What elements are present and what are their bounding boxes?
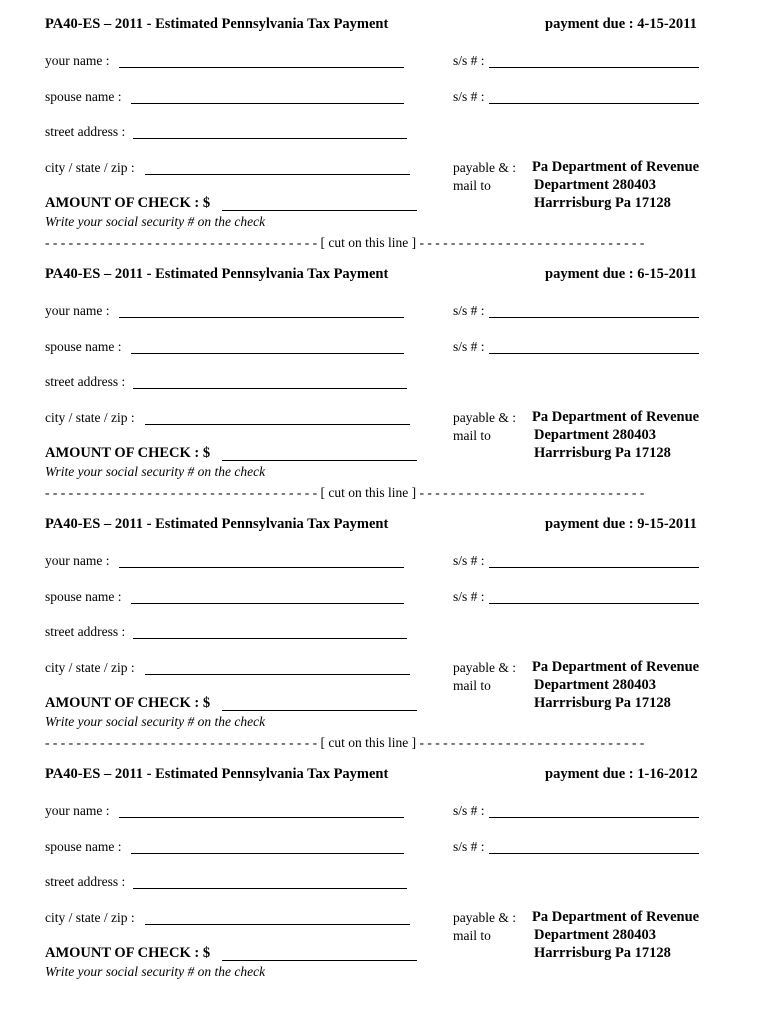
- form-title: PA40-ES – 2011 - Estimated Pennsylvania Tax Payment: [45, 266, 389, 282]
- ssn-field[interactable]: [489, 567, 699, 568]
- amount-of-check-label: AMOUNT OF CHECK : $: [45, 945, 211, 961]
- amount-of-check-label: AMOUNT OF CHECK : $: [45, 695, 211, 711]
- ssn-label: s/s # :: [453, 53, 485, 68]
- form-title: PA40-ES – 2011 - Estimated Pennsylvania Tax Payment: [45, 766, 389, 782]
- street-address-field[interactable]: [133, 138, 407, 139]
- city-state-zip-field[interactable]: [145, 674, 410, 675]
- payee-line-1: Pa Department of Revenue: [532, 909, 700, 925]
- payment-coupon-3: [0, 500, 770, 750]
- payable-label: payable & :: [453, 160, 516, 175]
- payee-line-3: Harrrisburg Pa 17128: [534, 195, 671, 211]
- city-state-zip-label: city / state / zip :: [45, 160, 135, 175]
- your-name-label: your name :: [45, 803, 110, 818]
- your-name-field[interactable]: [119, 817, 404, 818]
- ssn-on-check-note: Write your social security # on the check: [45, 214, 266, 229]
- payee-line-1: Pa Department of Revenue: [532, 409, 700, 425]
- mail-to-label: mail to: [453, 928, 491, 943]
- spouse-ssn-label: s/s # :: [453, 589, 485, 604]
- street-address-label: street address :: [45, 874, 126, 889]
- payment-coupon-1: [0, 0, 770, 250]
- ssn-field[interactable]: [489, 317, 699, 318]
- payment-due-date: payment due : 9-15-2011: [545, 516, 697, 532]
- spouse-name-field[interactable]: [131, 103, 404, 104]
- payable-label: payable & :: [453, 660, 516, 675]
- ssn-on-check-note: Write your social security # on the check: [45, 964, 266, 979]
- ssn-on-check-note: Write your social security # on the check: [45, 714, 266, 729]
- payee-line-2: Department 280403: [534, 177, 657, 193]
- cut-line: - - - - - - - - - - - - - - - - - - - - - - - - - - - - - - - - - - - [ cut on this line ] - - - - - - - - - - - - - - - - - - - - - - - - - - - - -: [45, 735, 645, 750]
- mail-to-label: mail to: [453, 678, 491, 693]
- amount-of-check-label: AMOUNT OF CHECK : $: [45, 445, 211, 461]
- street-address-label: street address :: [45, 624, 126, 639]
- payable-label: payable & :: [453, 910, 516, 925]
- payee-line-2: Department 280403: [534, 927, 657, 943]
- spouse-ssn-field[interactable]: [489, 103, 699, 104]
- ssn-label: s/s # :: [453, 803, 485, 818]
- city-state-zip-field[interactable]: [145, 424, 410, 425]
- amount-of-check-field[interactable]: [222, 710, 417, 711]
- city-state-zip-label: city / state / zip :: [45, 410, 135, 425]
- street-address-label: street address :: [45, 124, 126, 139]
- spouse-name-label: spouse name :: [45, 589, 122, 604]
- payment-coupon-4: [0, 750, 770, 1000]
- mail-to-label: mail to: [453, 178, 491, 193]
- spouse-ssn-field[interactable]: [489, 853, 699, 854]
- ssn-label: s/s # :: [453, 303, 485, 318]
- form-title: PA40-ES – 2011 - Estimated Pennsylvania Tax Payment: [45, 516, 389, 532]
- spouse-ssn-label: s/s # :: [453, 339, 485, 354]
- your-name-field[interactable]: [119, 567, 404, 568]
- payment-due-date: payment due : 1-16-2012: [545, 766, 698, 782]
- mail-to-label: mail to: [453, 428, 491, 443]
- payment-due-date: payment due : 6-15-2011: [545, 266, 697, 282]
- spouse-name-label: spouse name :: [45, 839, 122, 854]
- city-state-zip-field[interactable]: [145, 924, 410, 925]
- spouse-ssn-label: s/s # :: [453, 839, 485, 854]
- payee-line-3: Harrrisburg Pa 17128: [534, 445, 671, 461]
- ssn-on-check-note: Write your social security # on the check: [45, 464, 266, 479]
- street-address-label: street address :: [45, 374, 126, 389]
- cut-line: - - - - - - - - - - - - - - - - - - - - - - - - - - - - - - - - - - - [ cut on this line ] - - - - - - - - - - - - - - - - - - - - - - - - - - - - -: [45, 235, 645, 250]
- spouse-name-field[interactable]: [131, 853, 404, 854]
- your-name-field[interactable]: [119, 317, 404, 318]
- your-name-label: your name :: [45, 303, 110, 318]
- ssn-label: s/s # :: [453, 553, 485, 568]
- street-address-field[interactable]: [133, 888, 407, 889]
- spouse-name-field[interactable]: [131, 353, 404, 354]
- ssn-field[interactable]: [489, 817, 699, 818]
- payee-line-2: Department 280403: [534, 427, 657, 443]
- city-state-zip-field[interactable]: [145, 174, 410, 175]
- your-name-field[interactable]: [119, 67, 404, 68]
- payee-line-2: Department 280403: [534, 677, 657, 693]
- payment-due-date: payment due : 4-15-2011: [545, 16, 697, 32]
- spouse-name-label: spouse name :: [45, 89, 122, 104]
- amount-of-check-field[interactable]: [222, 460, 417, 461]
- city-state-zip-label: city / state / zip :: [45, 910, 135, 925]
- spouse-name-field[interactable]: [131, 603, 404, 604]
- spouse-name-label: spouse name :: [45, 339, 122, 354]
- cut-line: - - - - - - - - - - - - - - - - - - - - - - - - - - - - - - - - - - - [ cut on this line ] - - - - - - - - - - - - - - - - - - - - - - - - - - - - -: [45, 485, 645, 500]
- spouse-ssn-field[interactable]: [489, 603, 699, 604]
- spouse-ssn-field[interactable]: [489, 353, 699, 354]
- payee-line-3: Harrrisburg Pa 17128: [534, 945, 671, 961]
- ssn-field[interactable]: [489, 67, 699, 68]
- your-name-label: your name :: [45, 53, 110, 68]
- amount-of-check-label: AMOUNT OF CHECK : $: [45, 195, 211, 211]
- form-title: PA40-ES – 2011 - Estimated Pennsylvania Tax Payment: [45, 16, 389, 32]
- payee-line-1: Pa Department of Revenue: [532, 159, 700, 175]
- payment-coupon-2: [0, 250, 770, 500]
- spouse-ssn-label: s/s # :: [453, 89, 485, 104]
- street-address-field[interactable]: [133, 638, 407, 639]
- city-state-zip-label: city / state / zip :: [45, 660, 135, 675]
- payable-label: payable & :: [453, 410, 516, 425]
- amount-of-check-field[interactable]: [222, 960, 417, 961]
- payee-line-3: Harrrisburg Pa 17128: [534, 695, 671, 711]
- amount-of-check-field[interactable]: [222, 210, 417, 211]
- street-address-field[interactable]: [133, 388, 407, 389]
- payee-line-1: Pa Department of Revenue: [532, 659, 700, 675]
- your-name-label: your name :: [45, 553, 110, 568]
